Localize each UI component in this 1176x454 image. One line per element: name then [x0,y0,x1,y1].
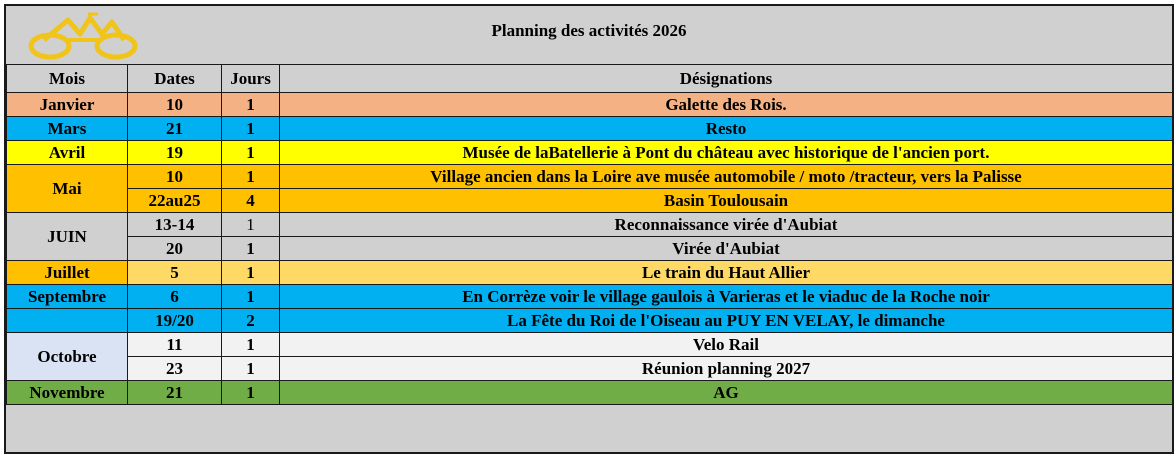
month-cell: Septembre [7,285,128,309]
days-cell: 4 [222,189,280,213]
header-mois: Mois [7,65,128,93]
date-cell: 10 [128,93,222,117]
month-cell: Avril [7,141,128,165]
table-row [7,189,1173,213]
date-cell: 6 [128,285,222,309]
table-row [7,213,1173,237]
days-cell: 1 [222,261,280,285]
date-cell: 11 [128,333,222,357]
days-cell: 1 [222,141,280,165]
days-cell: 1 [222,333,280,357]
month-cell: JUIN [7,213,128,261]
header-row [7,65,1173,93]
designation-cell: Reconnaissance virée d'Aubiat [280,213,1173,237]
designation-cell: AG [280,381,1173,405]
month-cell: Janvier [7,93,128,117]
header-designations: Désignations [280,65,1173,93]
date-cell: 22au25 [128,189,222,213]
designation-cell: Galette des Rois. [280,93,1173,117]
date-cell: 13-14 [128,213,222,237]
table-row [7,165,1173,189]
designation-cell: Village ancien dans la Loire ave musée automobile / moto /tracteur, vers la Palisse [280,165,1173,189]
designation-cell: Réunion planning 2027 [280,357,1173,381]
days-cell: 2 [222,309,280,333]
page-title: Planning des activités 2026 [491,21,687,40]
date-cell: 20 [128,237,222,261]
designation-cell: La Fête du Roi de l'Oiseau au PUY EN VELAY, le dimanche [280,309,1173,333]
date-cell: 21 [128,117,222,141]
date-cell: 5 [128,261,222,285]
designation-cell: Musée de laBatellerie à Pont du château avec historique de l'ancien port. [280,141,1173,165]
days-cell: 1 [222,381,280,405]
table-row [7,357,1173,381]
month-cell: Juillet [7,261,128,285]
designation-cell: En Corrèze voir le village gaulois à Varieras et le viaduc de la Roche noir [280,285,1173,309]
days-cell: 1 [222,213,280,237]
designation-cell: Le train du Haut Allier [280,261,1173,285]
month-cell: Octobre [7,333,128,381]
table-row [7,93,1173,117]
days-cell: 1 [222,93,280,117]
table-row [7,261,1173,285]
days-cell: 1 [222,165,280,189]
table-row [7,309,1173,333]
activities-table [6,64,1173,405]
planning-sheet [4,4,1174,454]
days-cell: 1 [222,117,280,141]
table-row [7,237,1173,261]
days-cell: 1 [222,285,280,309]
designation-cell: Resto [280,117,1173,141]
designation-cell: Velo Rail [280,333,1173,357]
date-cell: 23 [128,357,222,381]
designation-cell: Basin Toulousain [280,189,1173,213]
days-cell: 1 [222,237,280,261]
date-cell: 21 [128,381,222,405]
header-dates: Dates [128,65,222,93]
date-cell: 19 [128,141,222,165]
days-cell: 1 [222,357,280,381]
table-row [7,141,1173,165]
title-row [6,6,1172,65]
month-cell-empty [7,309,128,333]
table-row [7,285,1173,309]
table-row [7,117,1173,141]
date-cell: 10 [128,165,222,189]
table-row [7,381,1173,405]
designation-cell: Virée d'Aubiat [280,237,1173,261]
header-jours: Jours [222,65,280,93]
month-cell: Mars [7,117,128,141]
date-cell: 19/20 [128,309,222,333]
month-cell: Novembre [7,381,128,405]
table-row [7,333,1173,357]
month-cell: Mai [7,165,128,213]
